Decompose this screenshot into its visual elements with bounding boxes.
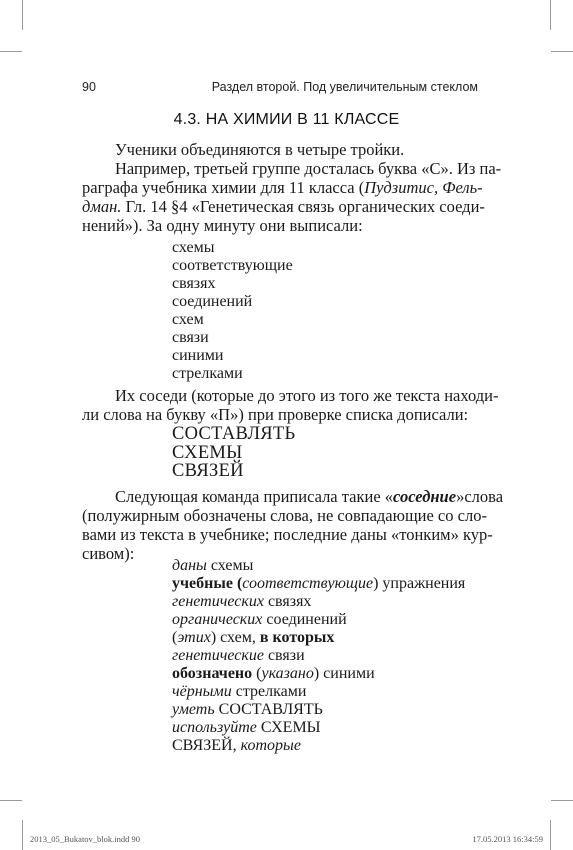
list-item: синими (172, 347, 224, 364)
list-item: СОСТАВЛЯТЬ (172, 424, 296, 444)
paragraph (82, 159, 502, 235)
list-item: используйте СХЕМЫ (172, 719, 321, 736)
crop-mark (551, 800, 573, 801)
text-line: Например, третьей группе досталась буква «С». Из па- (115, 159, 502, 178)
paragraph (82, 140, 478, 159)
list-item: связях (172, 275, 216, 292)
crop-mark (0, 51, 22, 52)
text-line: вами из текста в учебнике; последние даны «тонким» кур- (82, 525, 493, 544)
list-item: уметь СОСТАВЛЯТЬ (172, 701, 323, 718)
list-item: органических соединений (172, 611, 347, 628)
phrase-list (172, 557, 465, 755)
page-number: 90 (82, 80, 96, 94)
text-line: Их соседи (которые до этого из того же текста находи- (115, 386, 499, 405)
paragraph (82, 386, 499, 424)
list-item: чёрными стрелками (172, 683, 307, 700)
text-line: ли слова на букву «П») при проверке списка дописали: (82, 405, 469, 424)
list-item: схем (172, 311, 204, 328)
text-line: (полужирным обозначены слова, не совпадающие со сло- (82, 506, 487, 525)
list-item: учебные (соответствующие) упражнения (172, 575, 466, 592)
list-item: (этих) схем, в которых (172, 629, 335, 646)
list-item: связи (172, 329, 209, 346)
slug-datetime: 17.05.2013 16:34:59 (472, 834, 543, 844)
crop-mark (22, 0, 23, 30)
crop-mark (22, 820, 23, 850)
text-line: Следующая команда приписала такие «соседние»слова (115, 487, 504, 506)
text-line: сивом): (82, 544, 135, 563)
caps-word-list (172, 425, 295, 481)
paragraph-text: Ученики объединяются в четыре тройки. (115, 140, 405, 159)
list-item: СВЯЗЕЙ (172, 461, 244, 481)
list-item: обозначено (указано) синими (172, 665, 375, 682)
word-list (172, 239, 293, 383)
list-item: соответствующие (172, 257, 293, 274)
text-line: нений»). За одну минуту они выписали: (82, 216, 363, 235)
list-item: стрелками (172, 365, 243, 382)
list-item: даны схемы (172, 557, 254, 574)
crop-mark (550, 820, 551, 850)
crop-mark (551, 51, 573, 52)
paragraph (82, 487, 504, 563)
text-line: раграфа учебника химии для 11 класса (Пудзитис, Фель- (82, 178, 483, 197)
list-item: СВЯЗЕЙ, которые (172, 737, 301, 754)
running-head: Раздел второй. Под увеличительным стеклом (211, 80, 478, 94)
slug-filename: 2013_05_Bukatov_blok.indd 90 (30, 834, 141, 844)
list-item: генетических связях (172, 593, 312, 610)
section-title: 4.3. НА ХИМИИ В 11 КЛАССЕ (173, 111, 400, 128)
list-item: соединений (172, 293, 253, 310)
list-item: схемы (172, 239, 215, 256)
list-item: СХЕМЫ (172, 442, 243, 463)
text-line: дман. Гл. 14 §4 «Генетическая связь органических соеди- (82, 197, 485, 216)
list-item: генетические связи (172, 647, 305, 664)
crop-mark (550, 0, 551, 30)
crop-mark (0, 800, 22, 801)
